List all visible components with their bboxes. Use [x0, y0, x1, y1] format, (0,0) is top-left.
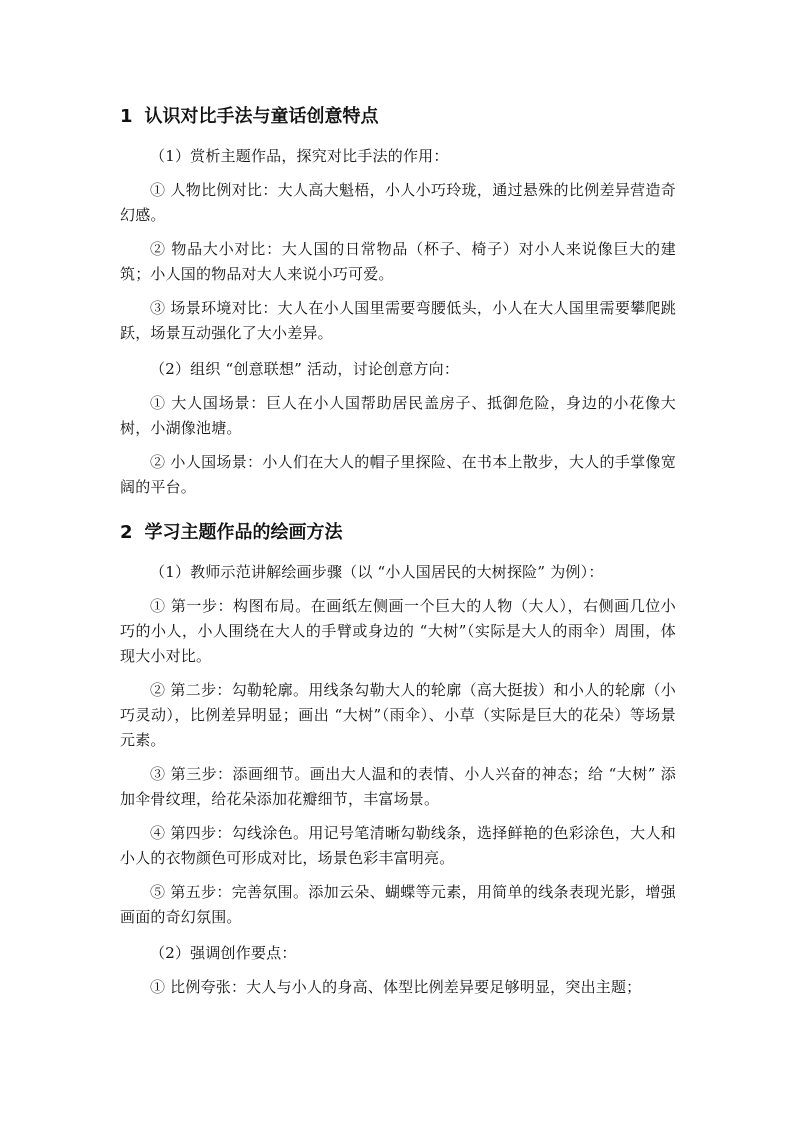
- section-2-item-2: ② 第二步：勾勒轮廓。用线条勾勒大人的轮廓（高大挺拔）和小人的轮廓（小巧灵动），比例差异明显；画出 “大树”（雨伞）、小草（实际是巨大的花朵）等场景元素。: [120, 681, 676, 749]
- section-1-item-2: ② 物品大小对比：大人国的日常物品（杯子、椅子）对小人来说像巨大的建筑；小人国的物品对大人来说小巧可爱。: [120, 240, 676, 283]
- section-2-item-4: ④ 第四步：勾线涂色。用记号笔清晰勾勒线条，选择鲜艳的色彩涂色，大人和小人的衣物颜色可形成对比，场景色彩丰富明亮。: [120, 824, 676, 867]
- section-1-item-4: ① 大人国场景：巨人在小人国帮助居民盖房子、抵御危险，身边的小花像大树，小湖像池塘。: [120, 394, 676, 437]
- section-2-subheading-1: （1）教师示范讲解绘画步骤（以 “小人国居民的大树探险” 为例）：: [150, 563, 604, 581]
- section-2-item-6: ① 比例夸张：大人与小人的身高、体型比例差异要足够明显，突出主题；: [150, 978, 642, 996]
- section-2-number: 2: [120, 522, 133, 543]
- section-2-item-1: ① 第一步：构图布局。在画纸左侧画一个巨大的人物（大人），右侧画几位小巧的小人，小人围绕在大人的手臂或身边的 “大树”（实际是大人的雨伞）周围，体现大小对比。: [120, 597, 676, 665]
- document-page: [120, 100, 676, 1000]
- section-2-item-5: ⑤ 第五步：完善氛围。添加云朵、蝴蝶等元素，用简单的线条表现光影，增强画面的奇幻氛围。: [120, 883, 676, 926]
- section-2-subheading-2: （2）强调创作要点：: [150, 944, 297, 962]
- section-1-subheading-2: （2）组织 “创意联想” 活动，讨论创意方向：: [150, 360, 460, 378]
- section-1-number: 1: [120, 106, 133, 127]
- section-2-title: 学习主题作品的绘画方法: [144, 522, 343, 543]
- section-1-item-5: ② 小人国场景：小人们在大人的帽子里探险、在书本上散步，大人的手掌像宽阔的平台。: [120, 453, 676, 496]
- section-1-item-3: ③ 场景环境对比：大人在小人国里需要弯腰低头，小人在大人国里需要攀爬跳跃，场景互动强化了大小差异。: [120, 299, 676, 342]
- section-1-title: 认识对比手法与童话创意特点: [144, 106, 379, 127]
- section-1-item-1: ① 人物比例对比：大人高大魁梧，小人小巧玲珑，通过悬殊的比例差异营造奇幻感。: [120, 181, 676, 224]
- section-2-item-3: ③ 第三步：添画细节。画出大人温和的表情、小人兴奋的神态；给 “大树” 添加伞骨纹理，给花朵添加花瓣细节，丰富场景。: [120, 765, 676, 808]
- section-1-subheading-1: （1）赏析主题作品，探究对比手法的作用：: [150, 147, 449, 165]
- section-2-heading: [120, 520, 676, 546]
- section-1-heading: [120, 104, 676, 130]
